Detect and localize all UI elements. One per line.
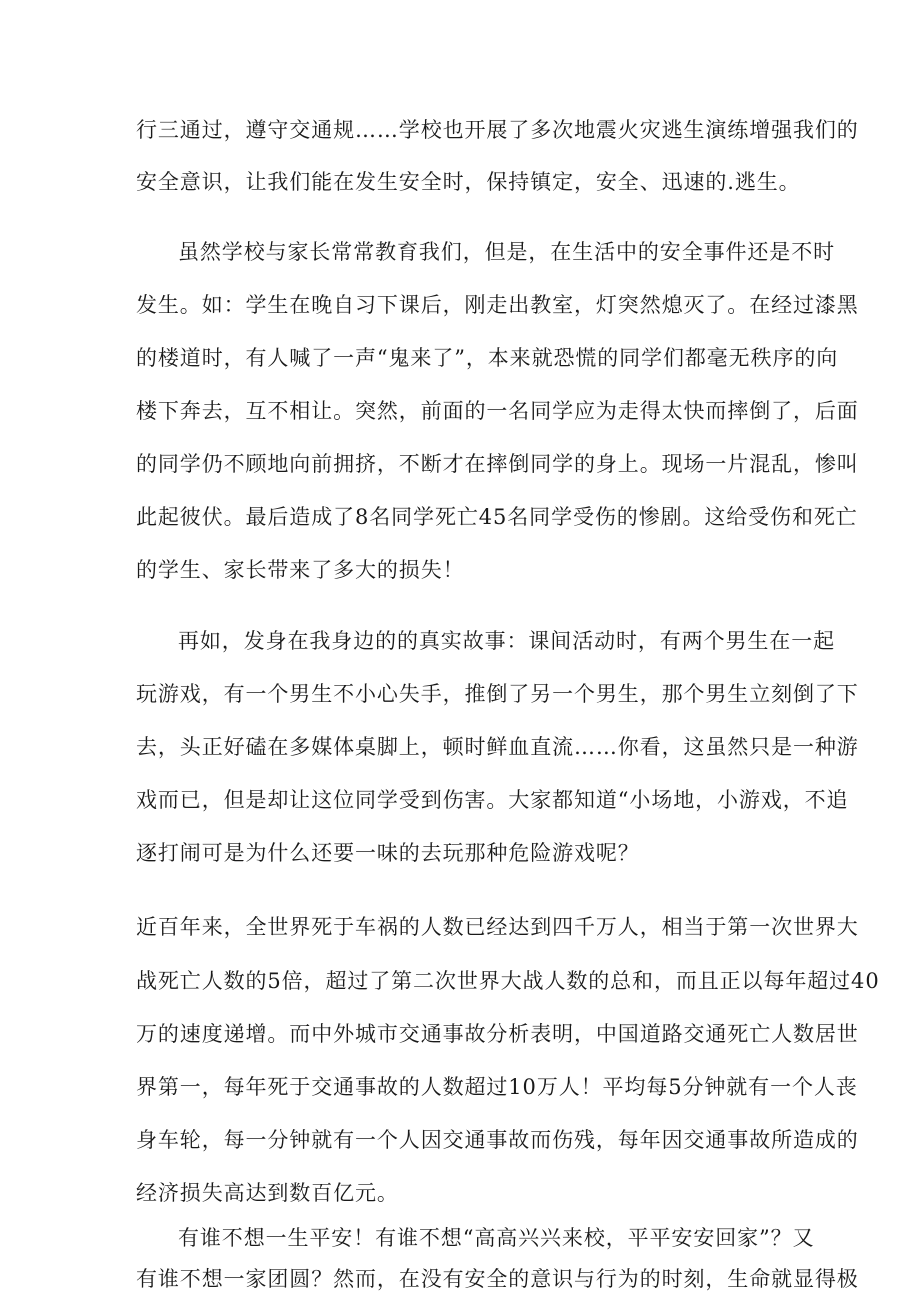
text-line: 有谁不想一家团圆？然而，在没有安全的意识与行为的时刻，生命就显得极 xyxy=(136,1267,859,1291)
text-line: 战死亡人数的5倍，超过了第二次世界大战人数的总和，而且正以每年超过40 xyxy=(136,969,880,993)
text-line: 去，头正好磕在多媒体桌脚上，顿时鲜血直流……你看，这虽然只是一种游 xyxy=(136,735,859,759)
text-line: 的同学仍不顾地向前拥挤，不断才在摔倒同学的身上。现场一片混乱，惨叫 xyxy=(136,452,859,476)
text-line: 逐打闹可是为什么还要一味的去玩那种危险游戏呢？ xyxy=(136,841,640,865)
text-line: 玩游戏，有一个男生不小心失手，推倒了另一个男生，那个男生立刻倒了下 xyxy=(136,682,859,706)
text-line: 的楼道时，有人喊了一声“鬼来了”，本来就恐慌的同学们都毫无秩序的向 xyxy=(136,346,839,370)
text-line: 戏而已，但是却让这位同学受到伤害。大家都知道“小场地，小游戏，不追 xyxy=(136,788,849,812)
paragraph-start-line: 虽然学校与家长常常教育我们，但是，在生活中的安全事件还是不时 xyxy=(178,240,835,264)
text-line: 的学生、家长带来了多大的损失！ xyxy=(136,558,465,582)
paragraph-start-line: 有谁不想一生平安！有谁不想“高高兴兴来校，平平安安回家”？又 xyxy=(178,1226,815,1250)
text-line: 界第一，每年死于交通事故的人数超过10万人！平均每5分钟就有一个人丧 xyxy=(136,1075,858,1099)
text-line: 发生。如：学生在晚自习下课后，刚走出教室，灯突然熄灭了。在经过漆黑 xyxy=(136,293,859,317)
text-line: 行三通过，遵守交通规……学校也开展了多次地震火灾逃生演练增强我们的 xyxy=(136,118,859,142)
text-line: 安全意识，让我们能在发生安全时，保持镇定，安全、迅速的.逃生。 xyxy=(136,170,801,194)
text-line: 万的速度递增。而中外城市交通事故分析表明，中国道路交通死亡人数居世 xyxy=(136,1022,859,1046)
text-line: 楼下奔去，互不相让。突然，前面的一名同学应为走得太快而摔倒了，后面 xyxy=(136,399,859,423)
text-line: 身车轮，每一分钟就有一个人因交通事故而伤残，每年因交通事故所造成的 xyxy=(136,1128,859,1152)
paragraph-start-line: 再如，发身在我身边的的真实故事：课间活动时，有两个男生在一起 xyxy=(178,629,835,653)
paragraph-start-line: 近百年来，全世界死于车祸的人数已经达到四千万人，相当于第一次世界大 xyxy=(136,915,859,939)
text-line: 此起彼伏。最后造成了8名同学死亡45名同学受伤的惨剧。这给受伤和死亡 xyxy=(136,505,858,529)
text-line: 经济损失高达到数百亿元。 xyxy=(136,1181,399,1205)
